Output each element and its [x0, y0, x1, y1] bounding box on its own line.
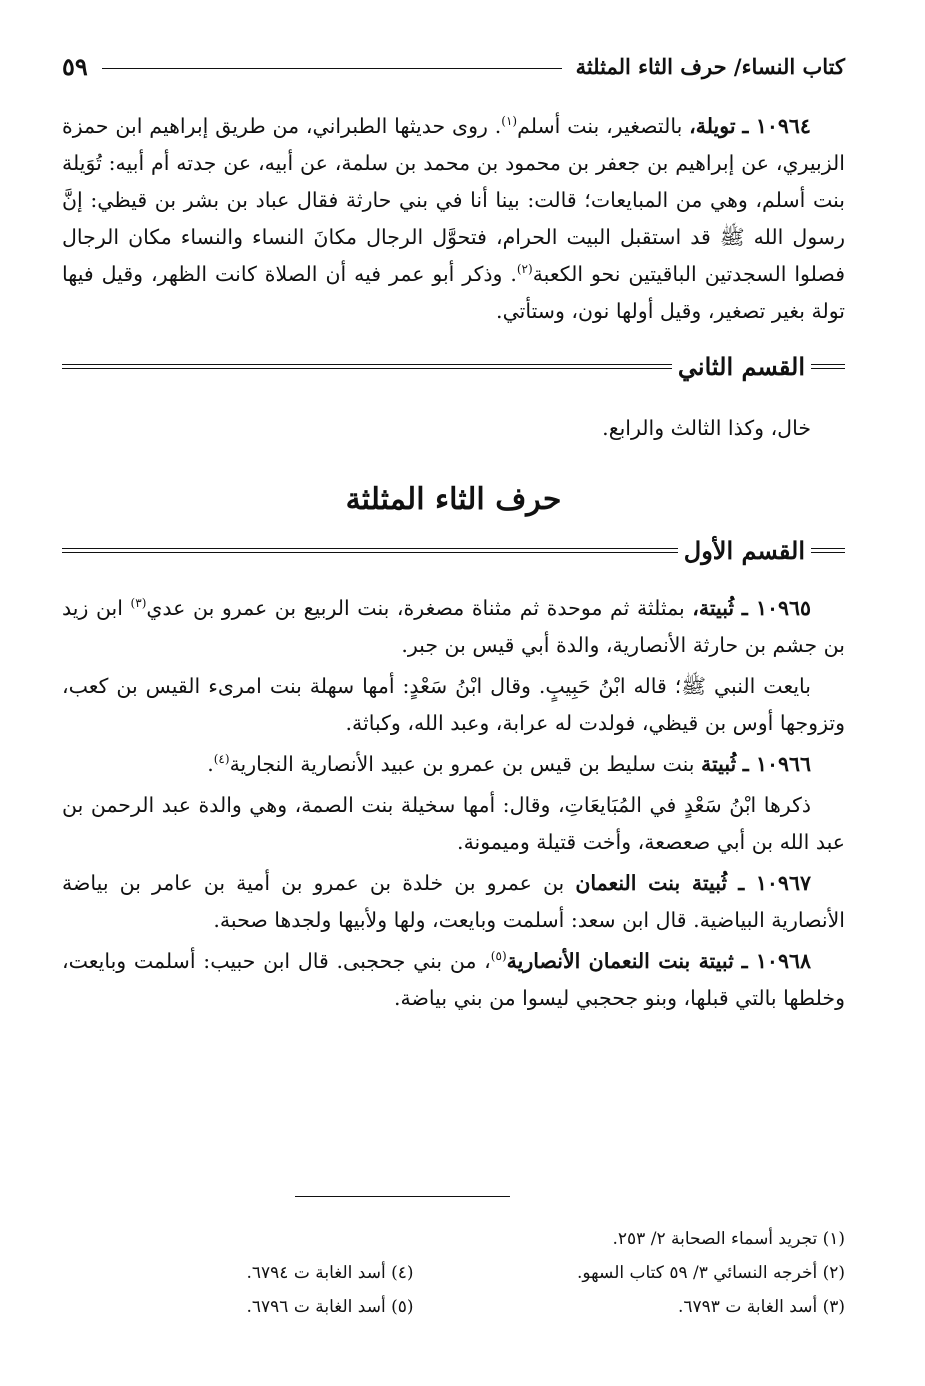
footnote-2: (٢) أخرجه النسائي ٣/ ٥٩ كتاب السهو.	[577, 1263, 845, 1283]
footnote-separator	[295, 1196, 510, 1197]
entry-10966-para: ذكرها ابْنُ سَعْدٍ في المُبَايعَاتِ، وقال: أمها سخيلة بنت الصمة، وهي والدة عبد الرحمن بن عبد الله بن أبي صعصعة، وأخت قتيلة وميمونة.	[62, 793, 845, 854]
section-label: القسم الأول	[683, 535, 805, 565]
footnote-ref[interactable]: (١)	[501, 114, 518, 129]
entry-10964	[62, 108, 845, 330]
running-header	[62, 48, 845, 84]
entry-name: ثبيتة بنت النعمان الأنصارية	[506, 949, 734, 973]
entry-10965	[62, 590, 845, 664]
header-rule	[102, 68, 562, 69]
section-two-heading	[62, 344, 845, 388]
entry-number: ١٠٩٦٦ ـ	[742, 752, 811, 776]
footnote-5: (٥) أسد الغابة ت ٦٧٩٦.	[246, 1297, 414, 1317]
entry-10965-para: بايعت النبي ﷺ؛ قاله ابْنُ حَبِيبٍ. وقال ابْنُ سَعْدٍ: أمها سهلة بنت امرىء القيس بن كعب، وتزوجها أوس بن قيظي، فولدت له عرابة، وعبد الله، وكباثة.	[62, 674, 845, 735]
entry-text: ابن زيد بن جشم بن حارثة الأنصارية، والدة أبي قيس بن جبر.	[62, 596, 845, 657]
entry-10966	[62, 746, 845, 783]
footnote-1: (١) تجريد أسماء الصحابة ٢/ ٢٥٣.	[612, 1229, 845, 1249]
heading-rule	[811, 548, 845, 553]
entry-text: . روى حديثها الطبراني، من طريق إبراهيم ابن حمزة الزبيري، عن إبراهيم بن جعفر بن محمود بن محمد بن سلمة، عن أبيه، عن جدته أم أبيه: تُوَيلة بنت أسلم، وهي من المبايعات؛ قالت: بينا أنا في بني حارثة فقال عباد بن بشر بن قيظي: إنَّ رسول الله ﷺ قد استقبل البيت الحرام، فتحوَّل الرجال مكانَ النساء والنساء مكان الرجال فصلوا السجدتين الباقيتين نحو الكعبة	[62, 114, 845, 286]
entry-text: .	[207, 752, 214, 776]
section-label: القسم الثاني	[677, 351, 805, 381]
footnote-ref[interactable]: (٣)	[130, 596, 147, 611]
heading-rule	[62, 548, 678, 553]
page-number: ٥٩	[62, 51, 88, 81]
entry-10968	[62, 943, 845, 1017]
chapter-title: حرف الثاء المثلثة	[345, 482, 562, 517]
entry-text: . وذكر أبو عمر فيه أن الصلاة كانت الظهر، وقيل فيها تولة بغير تصغير، وقيل أولها نون، وستأتي.	[62, 262, 845, 323]
entry-text: بنت سليط بن قيس بن عمرو بن عبيد الأنصارية النجارية	[229, 752, 701, 776]
entry-number: ١٠٩٦٤ ـ	[742, 114, 811, 138]
entry-10967	[62, 865, 845, 939]
footnote-4: (٤) أسد الغابة ت ٦٧٩٤.	[246, 1263, 414, 1283]
main-text	[62, 108, 845, 1021]
footnote-ref[interactable]: (٢)	[516, 262, 533, 277]
footnote-ref[interactable]: (٥)	[490, 949, 507, 964]
footnote-3: (٣) أسد الغابة ت ٦٧٩٣.	[678, 1297, 845, 1317]
entry-text: ، من بني جحجبى. قال ابن حبيب: أسلمت وبايعت، وخلطها بالتي قبلها، وبنو جحجبي ليسوا من بني بياضة.	[62, 949, 845, 1010]
footnotes	[62, 1222, 845, 1324]
entry-name: ثُبيتة،	[692, 596, 735, 620]
entry-name: ثُبيتة بنت النعمان	[575, 871, 728, 895]
running-title: كتاب النساء/ حرف الثاء المثلثة	[575, 53, 845, 79]
entry-number: ١٠٩٦٨ ـ	[741, 949, 811, 973]
footnote-ref[interactable]: (٤)	[213, 752, 230, 767]
entry-number: ١٠٩٦٥ ـ	[741, 596, 811, 620]
heading-rule	[62, 364, 672, 369]
footnote-empty	[62, 1222, 454, 1256]
entry-text: بالتصغير، بنت أسلم	[517, 114, 690, 138]
heading-rule	[811, 364, 845, 369]
entry-name: تويلة،	[689, 114, 736, 138]
entry-text: بن عمرو بن خلدة بن عمرو بن أمية بن عامر بن بياضة الأنصارية البياضية. قال ابن سعد: أسلمت وبايعت، ولها ولأبيها ولجدها صحبة.	[62, 871, 845, 932]
entry-name: ثُبيتة	[700, 752, 737, 776]
section-one-heading	[62, 528, 845, 572]
entry-text: بمثلثة ثم موحدة ثم مثناة مصغرة، بنت الربيع بن عمرو بن عدي	[146, 596, 693, 620]
entry-number: ١٠٩٦٧ ـ	[738, 871, 811, 895]
section-two-text: خال، وكذا الثالث والرابع.	[602, 416, 811, 440]
